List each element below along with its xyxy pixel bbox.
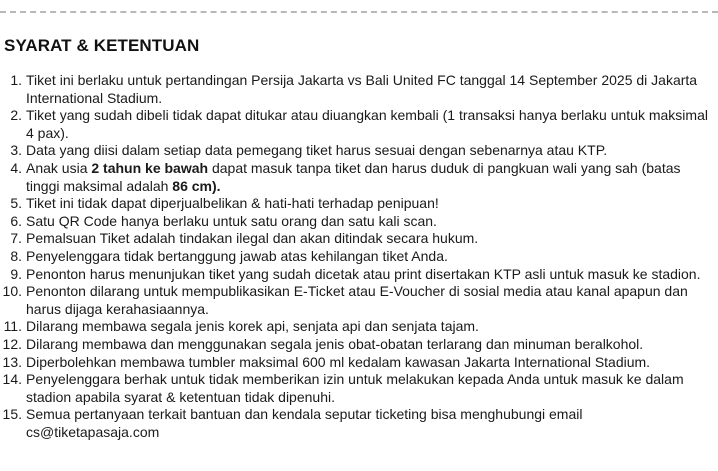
term-text: Semua pertanyaan terkait bantuan dan kendala seputar ticketing bisa menghubungi email cs@tiketapasaja.com bbox=[26, 406, 583, 440]
term-text: Penonton dilarang untuk mempublikasikan E-Ticket atau E-Voucher di sosial media atau kanal apapun dan harus dijaga kerahasiaannya. bbox=[26, 283, 688, 317]
term-item-3 bbox=[0, 142, 718, 160]
term-text: Penonton harus menunjukan tiket yang sudah dicetak atau print disertakan KTP asli untuk masuk ke stadion. bbox=[26, 265, 701, 282]
terms-list bbox=[0, 72, 718, 441]
term-item-10 bbox=[0, 283, 718, 318]
term-text: Satu QR Code hanya berlaku untuk satu orang dan satu kali scan. bbox=[26, 212, 437, 229]
term-text-part: Anak usia bbox=[26, 159, 92, 176]
term-text: Dilarang membawa dan menggunakan segala jenis obat-obatan terlarang dan minuman beralkohol. bbox=[26, 335, 644, 352]
term-text: Penyelenggara berhak untuk tidak memberikan izin untuk melakukan kepada Anda untuk masuk ke dalam stadion apabila syarat & ketentuan tidak dipenuhi. bbox=[26, 371, 684, 405]
term-number: 8. bbox=[10, 247, 22, 264]
term-item-15 bbox=[0, 406, 718, 441]
term-number: 13. bbox=[2, 353, 22, 370]
term-item-5 bbox=[0, 195, 718, 213]
term-item-8 bbox=[0, 248, 718, 266]
dashed-divider bbox=[0, 11, 718, 13]
term-item-11 bbox=[0, 318, 718, 336]
term-number: 2. bbox=[10, 107, 22, 124]
term-item-14 bbox=[0, 371, 718, 406]
term-text: Tiket ini tidak dapat diperjualbelikan & hati-hati terhadap penipuan! bbox=[26, 195, 439, 212]
term-text: Data yang diisi dalam setiap data pemegang tiket harus sesuai dengan sebenarnya atau KTP. bbox=[26, 142, 608, 159]
term-number: 11. bbox=[3, 318, 22, 335]
term-number: 3. bbox=[10, 142, 22, 159]
term-text: Tiket yang sudah dibeli tidak dapat ditukar atau diuangkan kembali (1 transaksi hanya berlaku untuk maksimal 4 pax). bbox=[26, 107, 708, 141]
term-number: 15. bbox=[2, 406, 22, 423]
term-item-9 bbox=[0, 266, 718, 284]
term-item-6 bbox=[0, 213, 718, 231]
term-number: 7. bbox=[10, 230, 22, 247]
term-text: Penyelenggara tidak bertanggung jawab atas kehilangan tiket Anda. bbox=[26, 247, 448, 264]
term-item-4 bbox=[0, 160, 718, 195]
term-item-13 bbox=[0, 354, 718, 372]
term-item-1 bbox=[0, 72, 718, 107]
term-text-part: dapat masuk tanpa tiket dan harus duduk di pangkuan wali yang sah (batas tinggi maksimal adalah bbox=[26, 159, 681, 194]
term-number: 6. bbox=[10, 212, 22, 229]
term-item-7 bbox=[0, 230, 718, 248]
term-text: Tiket ini berlaku untuk pertandingan Persija Jakarta vs Bali United FC tanggal 14 September 2025 di Jakarta International Stadium. bbox=[26, 72, 698, 106]
term-number: 5. bbox=[10, 195, 22, 212]
term-number: 14. bbox=[2, 371, 22, 388]
term-number: 4. bbox=[10, 159, 22, 176]
term-item-12 bbox=[0, 336, 718, 354]
term-text: Dilarang membawa segala jenis korek api, senjata api dan senjata tajam. bbox=[26, 318, 479, 335]
term-text-bold-age: 2 tahun ke bawah bbox=[91, 159, 209, 176]
term-text: Pemalsuan Tiket adalah tindakan ilegal dan akan ditindak secara hukum. bbox=[26, 230, 479, 247]
term-text bbox=[26, 160, 681, 194]
term-number: 9. bbox=[10, 265, 22, 282]
term-text: Diperbolehkan membawa tumbler maksimal 600 ml kedalam kawasan Jakarta International Stadium. bbox=[26, 353, 651, 370]
page-title: SYARAT & KETENTUAN bbox=[4, 36, 200, 55]
term-item-2 bbox=[0, 107, 718, 142]
term-number: 12. bbox=[2, 335, 22, 352]
term-number: 1. bbox=[10, 72, 22, 88]
term-text-bold-height: 86 cm). bbox=[172, 177, 221, 194]
term-number: 10. bbox=[2, 283, 22, 300]
